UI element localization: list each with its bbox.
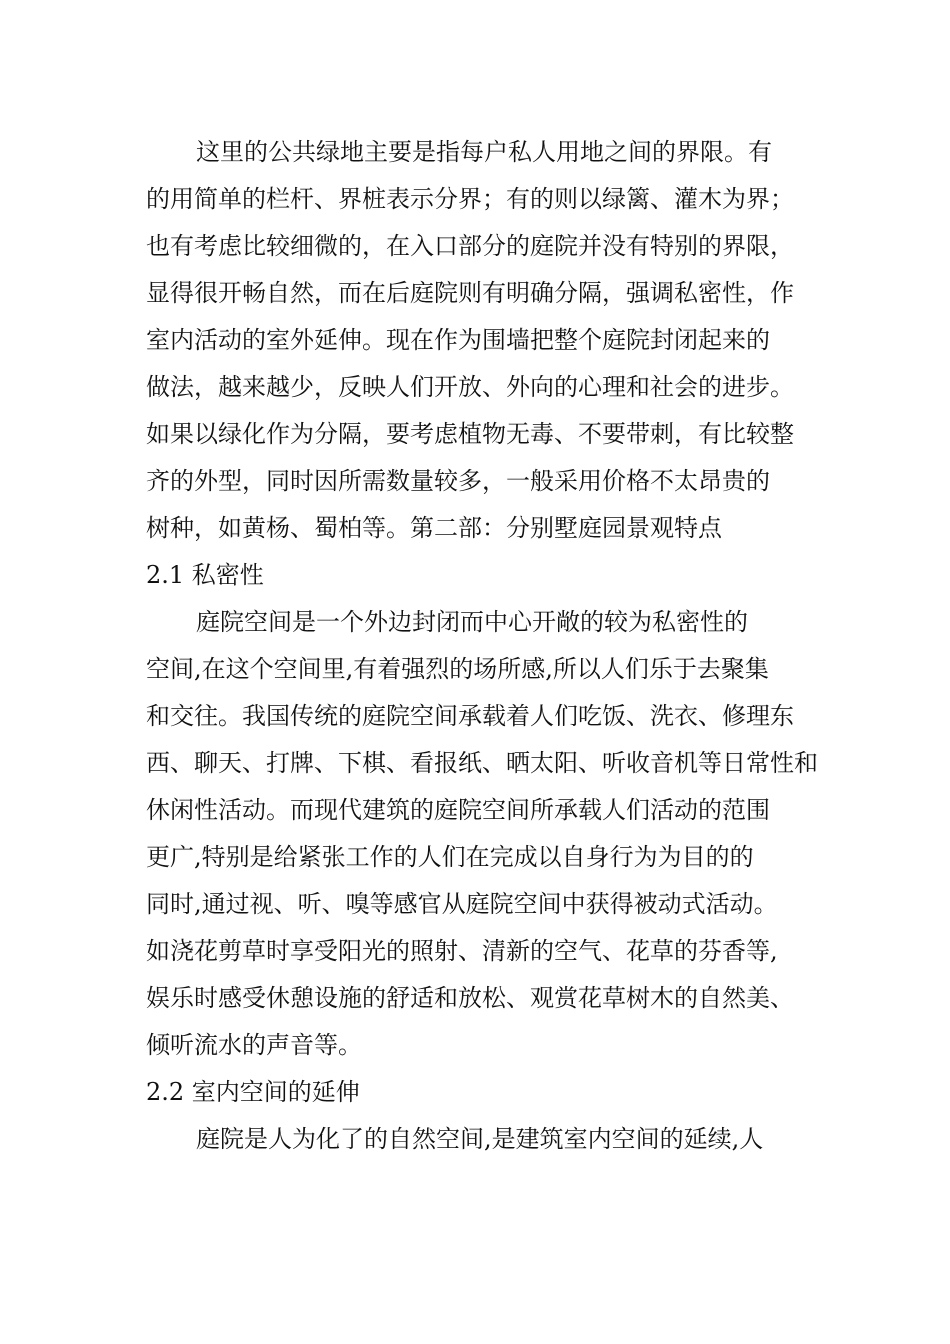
paragraph-line: 空间,在这个空间里,有着强烈的场所感,所以人们乐于去聚集 [146, 655, 769, 683]
paragraph-line: 庭院是人为化了的自然空间,是建筑室内空间的延续,人 [196, 1125, 764, 1153]
paragraph-line: 这里的公共绿地主要是指每户私人用地之间的界限。有 [196, 138, 772, 166]
paragraph-line: 如果以绿化作为分隔，要考虑植物无毒、不要带刺，有比较整 [146, 420, 794, 448]
paragraph-line: 如浇花剪草时享受阳光的照射、清新的空气、花草的芬香等, [146, 937, 778, 965]
paragraph-line: 庭院空间是一个外边封闭而中心开敞的较为私密性的 [196, 608, 748, 636]
paragraph-line: 和交往。我国传统的庭院空间承载着人们吃饭、洗衣、修理东 [146, 702, 794, 730]
paragraph-line: 也有考虑比较细微的，在入口部分的庭院并没有特别的界限， [146, 232, 794, 260]
paragraph-line: 西、聊天、打牌、下棋、看报纸、晒太阳、听收音机等日常性和 [146, 749, 818, 777]
paragraph-line: 娱乐时感受休憩设施的舒适和放松、观赏花草树木的自然美、 [146, 984, 794, 1012]
section-heading: 2.1 私密性 [146, 561, 264, 589]
section-heading: 2.2 室内空间的延伸 [146, 1078, 360, 1106]
paragraph-line: 同时,通过视、听、嗅等感官从庭院空间中获得被动式活动。 [146, 890, 778, 918]
paragraph-line: 的用简单的栏杆、界桩表示分界；有的则以绿篱、灌木为界； [146, 185, 794, 213]
paragraph-line: 显得很开畅自然，而在后庭院则有明确分隔，强调私密性，作 [146, 279, 794, 307]
paragraph-line: 齐的外型，同时因所需数量较多，一般采用价格不太昂贵的 [146, 467, 770, 495]
paragraph-line: 做法，越来越少，反映人们开放、外向的心理和社会的进步。 [146, 373, 794, 401]
paragraph-line: 更广,特别是给紧张工作的人们在完成以自身行为为目的的 [146, 843, 754, 871]
paragraph-line: 休闲性活动。而现代建筑的庭院空间所承载人们活动的范围 [146, 796, 770, 824]
paragraph-line: 树种，如黄杨、蜀柏等。第二部：分别墅庭园景观特点 [146, 514, 722, 542]
paragraph-line: 室内活动的室外延伸。现在作为围墙把整个庭院封闭起来的 [146, 326, 770, 354]
paragraph-line: 倾听流水的声音等。 [146, 1031, 362, 1059]
